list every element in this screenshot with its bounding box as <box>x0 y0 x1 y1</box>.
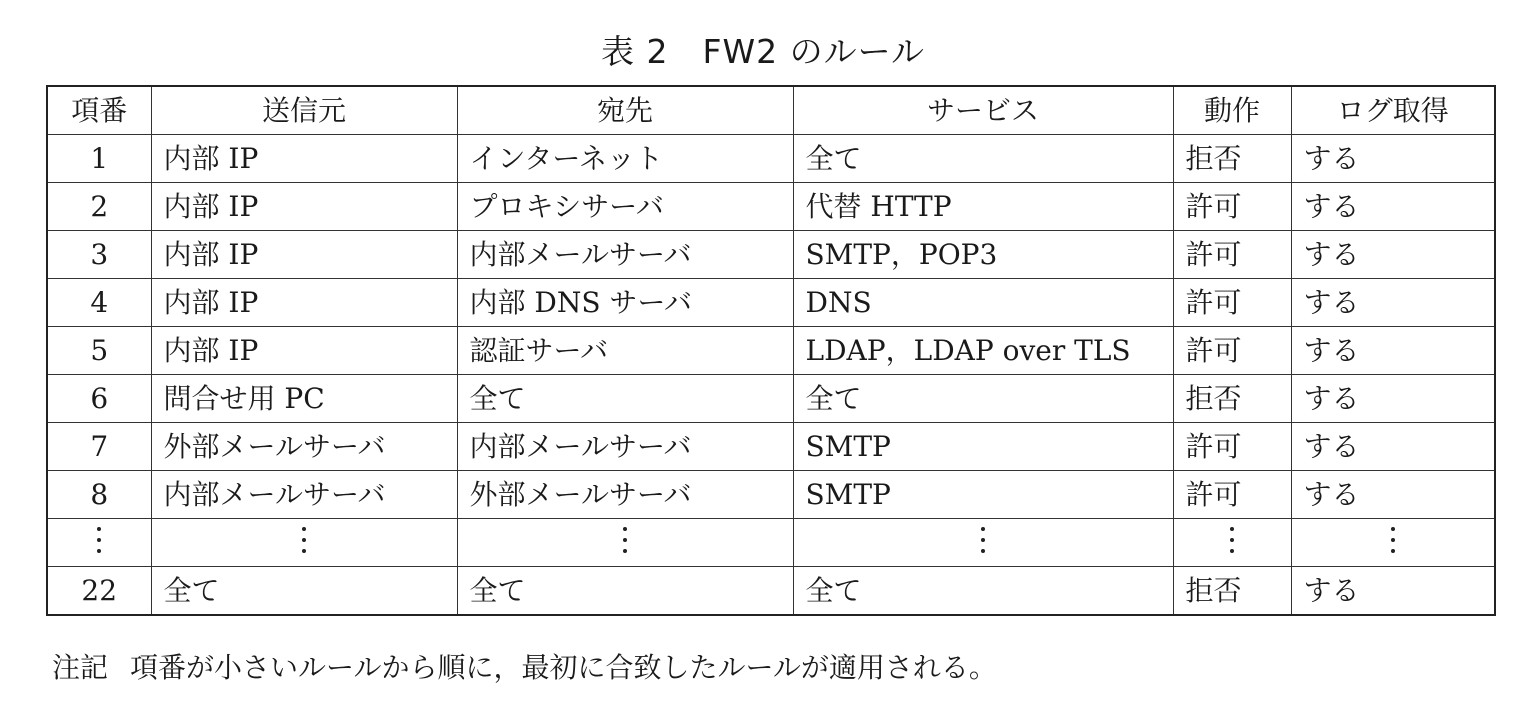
cell-destination: 外部メールサーバ <box>457 471 793 519</box>
cell-action: 拒否 <box>1173 567 1291 616</box>
cell-source: 内部 IP <box>151 183 457 231</box>
cell-source: 問合せ用 PC <box>151 375 457 423</box>
cell-action: 許可 <box>1173 279 1291 327</box>
cell-service: 代替 HTTP <box>793 183 1173 231</box>
cell-destination: 認証サーバ <box>457 327 793 375</box>
table-row <box>47 183 1495 231</box>
fw2-rules-table <box>46 85 1496 616</box>
cell-service: LDAP，LDAP over TLS <box>793 327 1173 375</box>
note-text: 項番が小さいルールから順に，最初に合致したルールが適用される。 <box>130 651 997 684</box>
cell-item-no: 5 <box>47 327 151 375</box>
cell-service: SMTP <box>793 471 1173 519</box>
cell-item-no: 7 <box>47 423 151 471</box>
cell-item-no: 6 <box>47 375 151 423</box>
cell-logging: する <box>1291 471 1495 519</box>
table-row <box>47 279 1495 327</box>
cell-service: 全て <box>793 135 1173 183</box>
vertical-ellipsis-icon <box>301 525 307 555</box>
ellipsis-cell <box>47 519 151 567</box>
cell-service: 全て <box>793 567 1173 616</box>
cell-action: 許可 <box>1173 423 1291 471</box>
cell-logging: する <box>1291 423 1495 471</box>
cell-source: 内部 IP <box>151 327 457 375</box>
header-logging: ログ取得 <box>1291 86 1495 135</box>
table-row <box>47 135 1495 183</box>
table-note <box>52 646 997 686</box>
ellipsis-cell <box>1173 519 1291 567</box>
cell-item-no: 3 <box>47 231 151 279</box>
vertical-ellipsis-icon <box>980 525 986 555</box>
cell-service: SMTP，POP3 <box>793 231 1173 279</box>
cell-logging: する <box>1291 183 1495 231</box>
table-row <box>47 423 1495 471</box>
vertical-ellipsis-icon <box>96 525 102 555</box>
table-row <box>47 231 1495 279</box>
cell-action: 拒否 <box>1173 135 1291 183</box>
cell-action: 許可 <box>1173 183 1291 231</box>
header-action: 動作 <box>1173 86 1291 135</box>
cell-item-no: 2 <box>47 183 151 231</box>
cell-logging: する <box>1291 375 1495 423</box>
cell-action: 許可 <box>1173 327 1291 375</box>
cell-logging: する <box>1291 135 1495 183</box>
table-row <box>47 471 1495 519</box>
cell-logging: する <box>1291 567 1495 616</box>
cell-item-no: 4 <box>47 279 151 327</box>
vertical-ellipsis-icon <box>622 525 628 555</box>
vertical-ellipsis-icon <box>1229 525 1235 555</box>
header-item-no: 項番 <box>47 86 151 135</box>
cell-service: DNS <box>793 279 1173 327</box>
header-destination: 宛先 <box>457 86 793 135</box>
cell-logging: する <box>1291 231 1495 279</box>
cell-service: 全て <box>793 375 1173 423</box>
cell-action: 拒否 <box>1173 375 1291 423</box>
vertical-ellipsis-icon <box>1390 525 1396 555</box>
cell-item-no: 1 <box>47 135 151 183</box>
cell-item-no: 8 <box>47 471 151 519</box>
table-row <box>47 327 1495 375</box>
cell-service: SMTP <box>793 423 1173 471</box>
header-source: 送信元 <box>151 86 457 135</box>
cell-item-no: 22 <box>47 567 151 616</box>
cell-source: 内部 IP <box>151 279 457 327</box>
table-caption: 表 2 FW2 のルール <box>601 32 925 71</box>
ellipsis-cell <box>457 519 793 567</box>
note-label: 注記 <box>52 651 109 684</box>
ellipsis-cell <box>151 519 457 567</box>
cell-destination: 内部 DNS サーバ <box>457 279 793 327</box>
cell-logging: する <box>1291 327 1495 375</box>
cell-action: 許可 <box>1173 471 1291 519</box>
table-row <box>47 375 1495 423</box>
cell-destination: プロキシサーバ <box>457 183 793 231</box>
cell-destination: インターネット <box>457 135 793 183</box>
cell-source: 内部メールサーバ <box>151 471 457 519</box>
ellipsis-cell <box>793 519 1173 567</box>
cell-source: 内部 IP <box>151 231 457 279</box>
cell-destination: 内部メールサーバ <box>457 231 793 279</box>
ellipsis-cell <box>1291 519 1495 567</box>
cell-destination: 全て <box>457 567 793 616</box>
cell-source: 全て <box>151 567 457 616</box>
header-service: サービス <box>793 86 1173 135</box>
cell-destination: 全て <box>457 375 793 423</box>
table-row <box>47 567 1495 616</box>
cell-source: 内部 IP <box>151 135 457 183</box>
ellipsis-row <box>47 519 1495 567</box>
cell-action: 許可 <box>1173 231 1291 279</box>
cell-source: 外部メールサーバ <box>151 423 457 471</box>
cell-destination: 内部メールサーバ <box>457 423 793 471</box>
table-header-row <box>47 86 1495 135</box>
cell-logging: する <box>1291 279 1495 327</box>
